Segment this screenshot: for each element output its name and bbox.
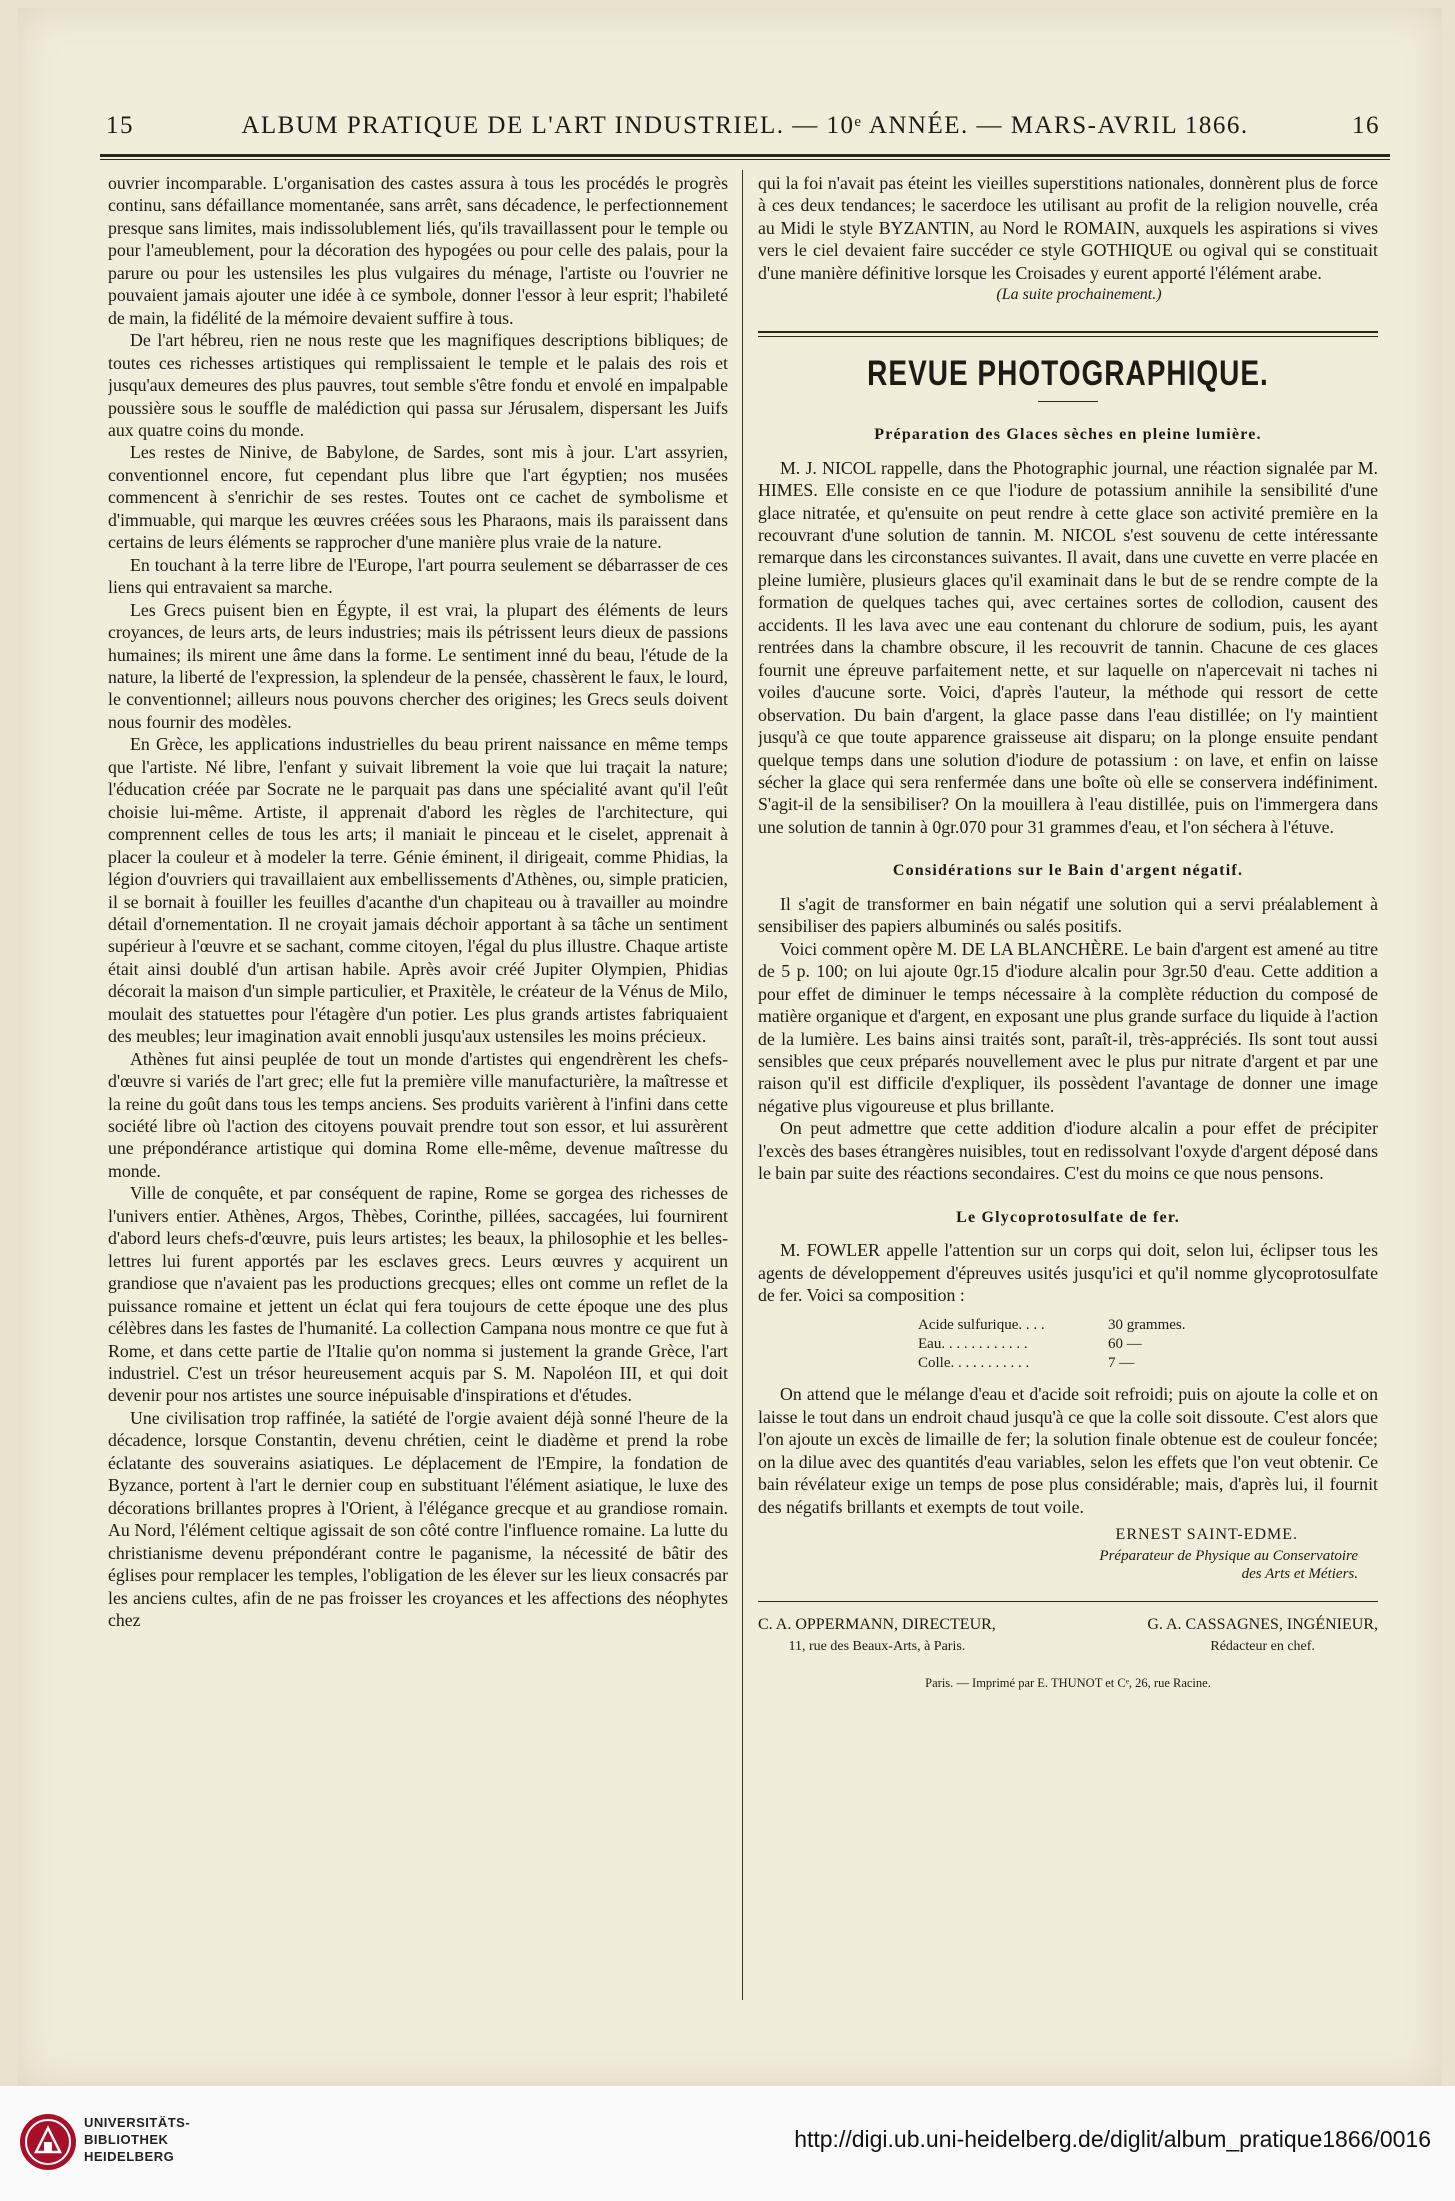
paragraph: De l'art hébreu, rien ne nous reste que les magnifiques descriptions bibliques; de toutes ces richesses artistiques qui remplissaient le temple et le palais des rois et jusqu'aux demeures des plus pauvres, tout semble s'être fondu et envolé en impalpable poussière sous le souffle de malédiction qui passa sur Jérusalem, dispersant les Juifs aux quatre coins du monde. [108,330,728,440]
credit-editor [1147,1614,1378,1658]
university-seal-icon [18,2112,78,2172]
paragraph: Ville de conquête, et par conséquent de rapine, Rome se gorgea des richesses de l'univers entier. Athènes, Argos, Thèbes, Corinthe, pillées, saccagées, lui fournirent d'abord leurs chefs-d'œuvre, puis leurs artistes; les beaux, la philosophie et les belles-lettres lui furent apportés par les esclaves grecs. Leurs œuvres y acquirent un grandiose que n'avaient pas les productions grecques; elles ont comme un reflet de la puissance romaine et jettent un éclat qui fera toujours de cette époque une des plus célèbres dans les fastes de l'humanité. La collection Campana nous montre ce que fut à Rome, et dans cette partie de l'Italie qu'on nomma si justement la grande Grèce, l'art industriel. C'est un trésor heureusement acquis par S. M. Napoléon III, et qui doit devenir pour nos artistes une source inépuisable d'inspirations et d'études. [108,1183,728,1406]
library-name-line: HEIDELBERG [84,2149,175,2164]
left-column [108,172,728,2002]
library-name [84,2114,190,2165]
quantity: 7 — [1108,1355,1135,1372]
paragraph: Les restes de Ninive, de Babylone, de Sardes, sont mis à jour. L'art assyrien, conventionnel encore, fut cependant plus libre que l'art égyptien; nos musées commencent à s'enrichir de ses restes. Toutes ont ce cachet de symbolisme et d'immuable, qui marque les œuvres créées sous les Pharaons, mais ils paraissent dans certains de leurs éléments se rapprocher d'une manière plus vraie de la nature. [108,442,728,553]
printer-imprint: Paris. — Imprimé par E. THUNOT et Cᵉ, 26, rue Racine. [925,1675,1211,1690]
paragraph: Il s'agit de transformer en bain négatif une solution qui a servi préalablement à sensibiliser des papiers albuminés ou salés positifs. [758,893,1378,937]
paragraph: M. J. NICOL rappelle, dans the Photographic journal, une réaction signalée par M. HIMES. Elle consiste en ce que l'iodure de potassium annihile la sensibilité d'une glace nitratée, et qu'ensuite on peut rendre à cette glace son activité première en la recouvrant d'une solution de tannin. M. NICOL s'est souvenu de cette intéressante remarque dans les circonstances suivantes. Il avait, dans une cuvette en verre placée en pleine lumière, plusieurs glaces qu'il examinait dans le but de se rendre compte de la formation de quelques taches qui, avec certaines sortes de collodion, causent des accidents. Il les lava avec une eau contenant du chlorure de sodium, puis, les ayant rentrées dans la chambre obscure, il les recouvrit de tannin. Chacune de ces glaces fournit une épreuve parfaitement nette, et sur laquelle on n'apercevait ni taches ni voiles d'aucune sorte. Voici, d'après l'auteur, la méthode qui ressort de cette observation. Du bain d'argent, la glace passe dans l'eau distillée; on l'y maintient jusqu'à ce que toute apparence graisseuse ait disparu; on la plonge ensuite pendant quelque temps dans une solution d'iodure de potassium : on lave, et enfin on laisse sécher la glace qui sera renfermée dans une boîte où elle se conservera indéfiniment. S'agit-il de la sensibiliser? On la mouillera à l'eau distillée, puis on l'immergera dans une solution de tannin à 0gr.070 pour 31 grammes d'eau, et l'on séchera à l'étuve. [758,457,1378,837]
credit-address: 11, rue des Beaux-Arts, à Paris. [788,1638,966,1654]
credit-director [758,1614,996,1658]
ingredient: Acide sulfurique. . . . [918,1317,1045,1334]
section-title: REVUE PHOTOGRAPHIQUE. [867,353,1269,393]
author-role: Préparateur de Physique au Conservatoire [1099,1547,1358,1564]
page-number-left: 15 [106,112,134,139]
credits [758,1614,1378,1658]
recipe-table [918,1316,1378,1373]
quantity: 30 grammes. [1108,1317,1186,1334]
paragraph: Une civilisation trop raffinée, la satiété de l'orgie avaient déjà sonné l'heure de la décadence, lorsque Constantin, devenu chrétien, ceint le diadème et prend la robe éclatante des souverains asiatiques. Le déplacement de l'Empire, la fondation de Byzance, portent à l'art le dernier coup en substituant l'élément asiatique, le luxe des décorations brillantes propres à l'Orient, à l'élégance grecque et au grandiose romain. Au Nord, l'élément celtique agissait de son côté contre l'influence romaine. La lutte du christianisme devenu prépondérant contre le paganisme, la nécessité de bâtir des églises pour remplacer les temples, l'obligation de les élever sur les lieux consacrés par les anciens cultes, afin de ne pas froisser les croyances et les affections des néophytes chez [108,1407,728,1630]
credit-name: G. A. CASSAGNES, INGÉNIEUR, [1147,1615,1378,1633]
subheading: Considérations sur le Bain d'argent négatif. [892,862,1244,880]
section-rule [758,331,1378,337]
credit-role: Rédacteur en chef. [1210,1638,1315,1654]
paragraph: ouvrier incomparable. L'organisation des castes assura à tous les procédés le progrès continu, sans défaillance momentanée, sans arrêt, sans décadence, le perfectionnement presque sans limites, mais indissolublement liés, qu'ils travaillassent pour le temple ou pour l'ameublement, pour la décoration des hypogées ou pour celle des palais, pour la parure ou pour les ustensiles les plus vulgaires du ménage, l'artiste ou l'ouvrier ne pouvaient jamais ajouter une idée à ce symbole, donner l'essor à leur esprit; l'habileté de main, la fidélité de la mémoire devaient suffire à tous. [108,173,728,328]
library-name-line: BIBLIOTHEK [84,2132,169,2147]
right-column [758,172,1378,2032]
recipe-row [918,1316,1378,1335]
page-header [100,108,1390,148]
page-number-right: 16 [1352,112,1380,139]
credit-name: C. A. OPPERMANN, DIRECTEUR, [758,1615,996,1633]
permalink[interactable]: http://digi.ub.uni-heidelberg.de/diglit/album_pratique1866/0016 [794,2126,1431,2152]
paragraph: En Grèce, les applications industrielles du beau prirent naissance en même temps que l'artiste. Né libre, l'enfant y suivait librement la voie que lui traçait la nature; l'éducation créée par Socrate ne le parquait pas dans une spécialité avant qu'il l'eût choisie lui-même. Artiste, il apprenait d'abord les règles de l'architecture, qui comprennent celles de tous les arts; il maniait le pinceau et le ciselet, apprenait à placer la couleur et à modeler la terre. Génie éminent, il dirigeait, comme Phidias, la légion d'ouvriers qui travaillaient aux embellissements d'Athènes, ou, simple praticien, il se bornait à fouiller les feuilles d'acanthe d'un chapiteau ou à travailler au moindre détail d'ornementation. Il ne croyait jamais déchoir apportant à sa tâche un sentiment supérieur à l'œuvre et se sachant, comme citoyen, l'égal du plus illustre. Chaque artiste était ainsi doublé d'un artisan habile. Après avoir créé Jupiter Olympien, Phidias décorait la maison d'un simple particulier, et Praxitèle, le créateur de la Vénus de Milo, moulait des statuettes pour l'étagère d'un potier. Les plus grands artistes fabriquaient des meubles; leur imagination avait ennobli jusqu'aux ustensiles les moins précieux. [108,734,728,1047]
ingredient: Eau. . . . . . . . . . . . [918,1336,1028,1353]
author-role: des Arts et Métiers. [1241,1565,1358,1582]
paragraph: On attend que le mélange d'eau et d'acide soit refroidi; puis on ajoute la colle et on laisse le tout dans un endroit chaud jusqu'à ce que la colle soit dissoute. C'est alors que l'on ajoute un excès de limaille de fer; la solution finale obtenue est de couleur foncée; on la dilue avec des quantités d'eau variables, selon les effets que l'on veut obtenir. Ce bain révélateur exige un temps de pose plus considérable; mais, d'après lui, il fournit des négatifs brillants et exempts de tout voile. [758,1384,1378,1517]
title-underline [1038,401,1098,402]
header-rule [100,154,1390,160]
quantity: 60 — [1108,1336,1142,1353]
paragraph: M. FOWLER appelle l'attention sur un corps qui doit, selon lui, éclipser tous les agents de développement d'épreuves usités jusqu'ici et qu'il nomme glycoprotosulfate de fer. Voici sa composition : [758,1240,1378,1306]
library-name-line: UNIVERSITÄTS- [84,2115,191,2130]
paragraph: En touchant à la terre libre de l'Europe, l'art pourra seulement se débarrasser de ces liens qui entravaient sa marche. [108,554,728,598]
subheading: Préparation des Glaces sèches en pleine lumière. [874,426,1262,444]
recipe-row [918,1335,1378,1354]
paragraph: On peut admettre que cette addition d'iodure alcalin a pour effet de précipiter l'excès des bases étrangères nuisibles, tout en redissolvant l'oxyde d'argent déposé dans le bain par suite des réactions secondaires. C'est du moins ce que nous pensons. [758,1118,1378,1184]
recipe-row [918,1354,1378,1373]
paragraph: Voici comment opère M. DE LA BLANCHÈRE. Le bain d'argent est amené au titre de 5 p. 100; on lui ajoute 0gr.15 d'iodure alcalin pour 3gr.50 d'eau. Cette addition a pour effet de diminuer le temps nécessaire à la complète réduction du composé de matière organique et d'argent, en exposant une plus grande surface du liquide à l'action de la lumière. Les bains ainsi traités sont, paraît-il, très-appréciés. Ils sont tout aussi sensibles que ceux préparés nouvellement avec le plus pur nitrate d'argent et par une raison qu'il est difficile d'expliquer, ils possèdent l'avantage de donner une image négative plus vigoureuse et plus brillante. [758,938,1378,1116]
digitization-footer [0,2086,1455,2201]
column-divider [742,170,743,2000]
to-be-continued: (La suite prochainement.) [996,286,1162,304]
running-title: ALBUM PRATIQUE DE L'ART INDUSTRIEL. — 10ᵉ ANNÉE. — MARS-AVRIL 1866. [241,112,1249,139]
paragraph: Athènes fut ainsi peuplée de tout un monde d'artistes qui engendrèrent les chefs-d'œuvre si variés de l'art grec; elle fut la première ville manufacturière, la maîtresse et la reine du goût dans tous les temps anciens. Ses produits varièrent à l'infini dans cette société libre où l'action des citoyens pouvait prendre tout son essor, et lui assurèrent une prépondérance artistique qui domina Rome elle-même, devenue maîtresse du monde. [108,1048,728,1181]
paragraph: qui la foi n'avait pas éteint les vieilles superstitions nationales, donnèrent plus de force à ces deux tendances; le sacerdoce les utilisant au profit de la religion nouvelle, créa au Midi le style BYZANTIN, au Nord le ROMAIN, auxquels les aspirations si vives vers le ciel devaient faire succéder ce style GOTHIQUE ou ogival qui se constituait d'une manière définitive lorsque les Croisades y eurent apporté l'élément arabe. [758,173,1378,283]
ingredient: Colle. . . . . . . . . . . [918,1355,1030,1372]
subheading: Le Glycoprotosulfate de fer. [956,1208,1180,1226]
credits-rule [758,1601,1378,1602]
paragraph: Les Grecs puisent bien en Égypte, il est vrai, la plupart des éléments de leurs croyances, de leurs arts, de leurs industries; mais ils pétrissent leurs dieux de passions humaines; ils mirent une âme dans la forme. Le sentiment inné du beau, l'étude de la nature, la liberté de l'expression, la splendeur de la pensée, chassèrent le faux, le lourd, le conventionnel; ailleurs nous pouvons chercher des origines; les Grecs seuls doivent nous fournir des modèles. [108,599,728,732]
author-signature: ERNEST SAINT-EDME. [1115,1526,1298,1544]
